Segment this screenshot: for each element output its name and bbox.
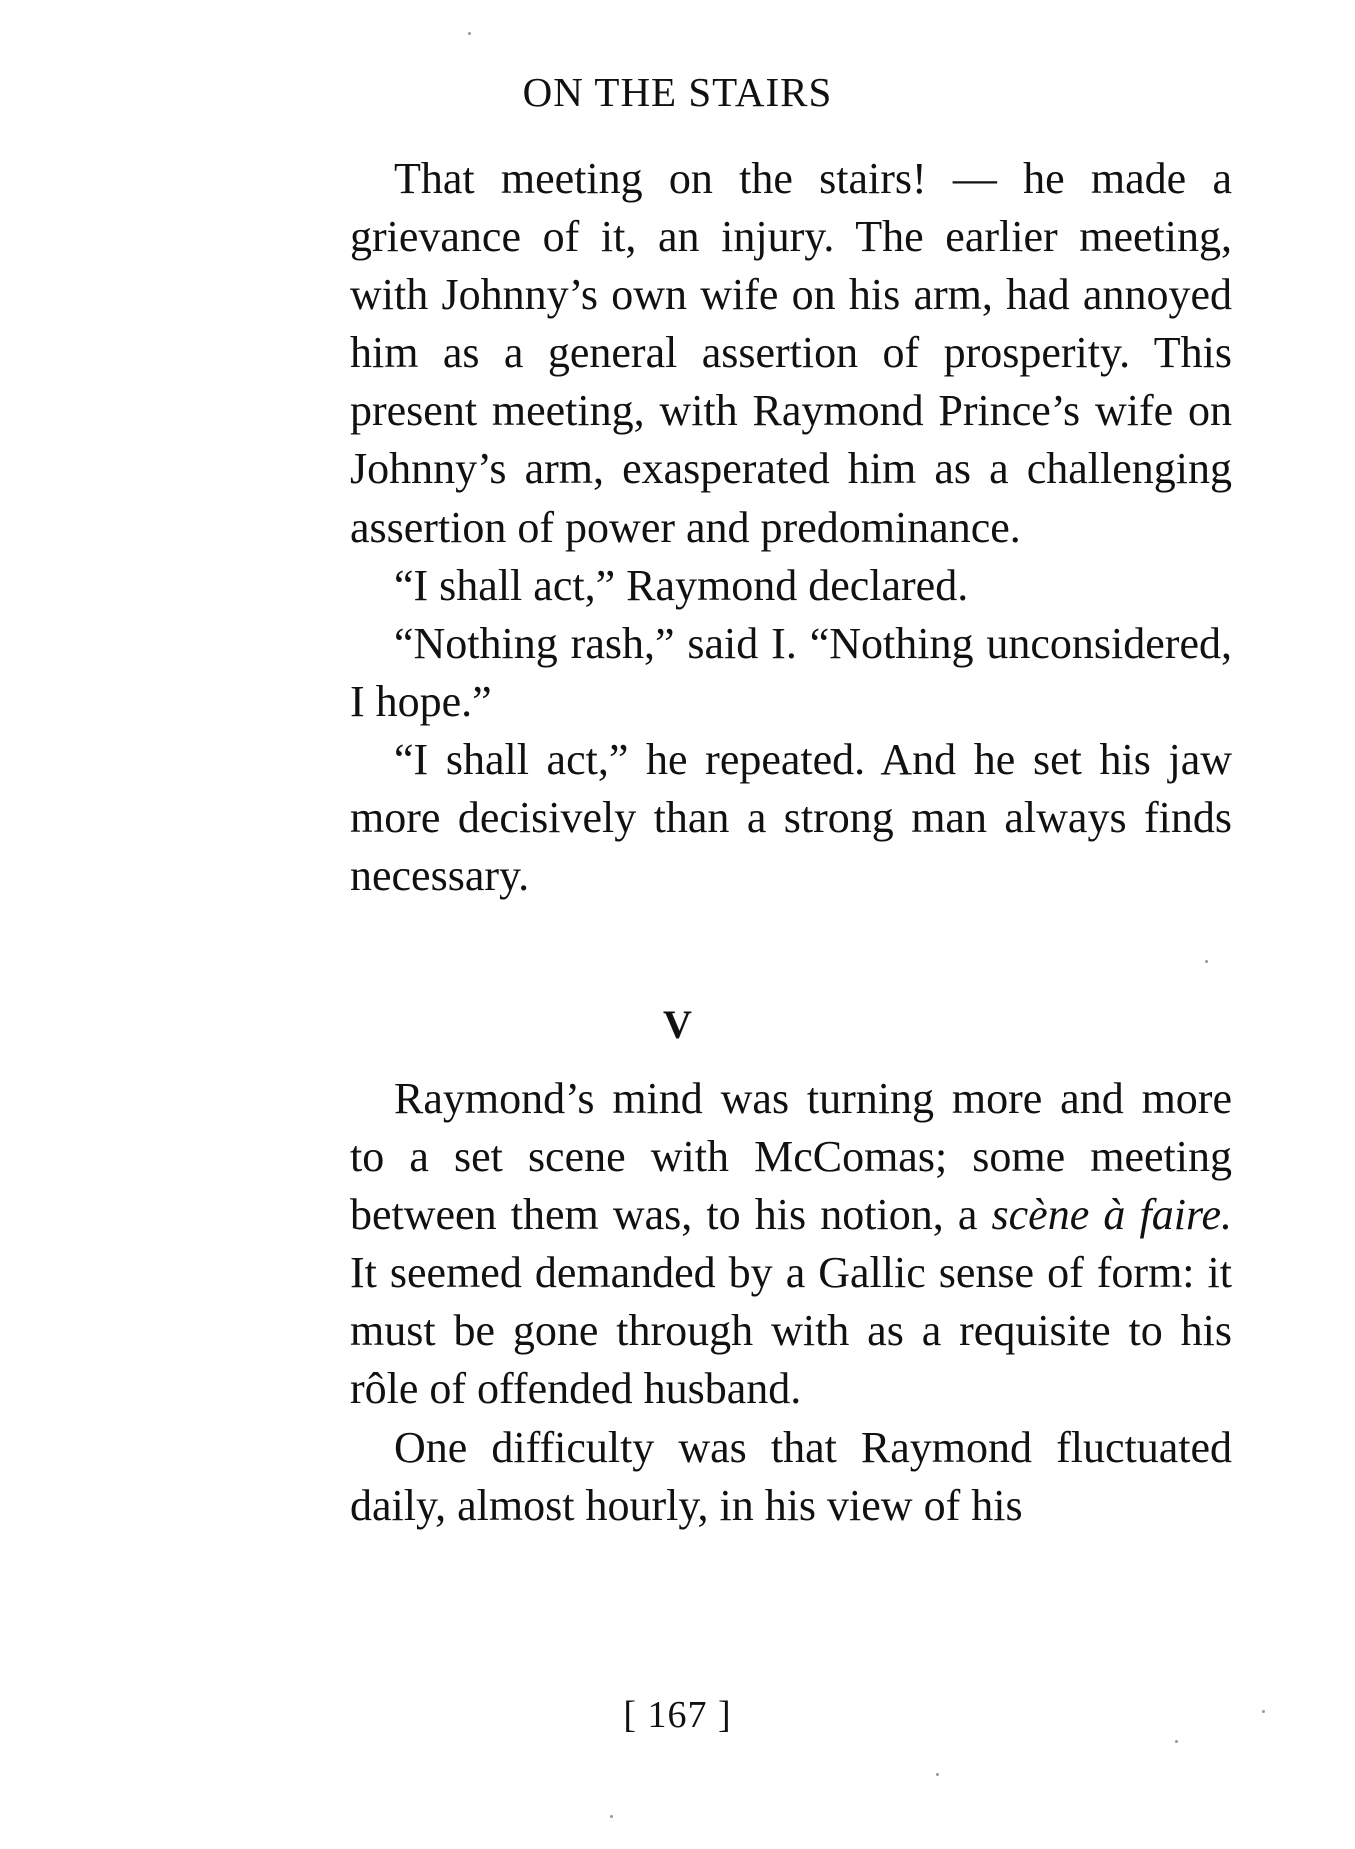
paragraph: “I shall act,” Raymond declared.	[394, 560, 969, 610]
paragraph-text: Raymond’s mind was turning more and more to a set scene with McComas; some meeting between them was, to his notion, a	[350, 1074, 1232, 1240]
scan-speck	[936, 1773, 939, 1776]
page-number: [ 167 ]	[623, 1694, 732, 1736]
scan-speck	[468, 32, 471, 35]
section-number: V	[663, 1002, 692, 1047]
paragraph: “Nothing rash,” said I. “Nothing unconsidered, I hope.”	[350, 618, 1232, 726]
paragraph	[350, 1070, 1232, 1419]
italic-phrase: scène à faire.	[991, 1190, 1232, 1240]
scan-speck	[1262, 1710, 1265, 1713]
paragraph: One difficulty was that Raymond fluctuated daily, almost hourly, in his view of his	[350, 1422, 1232, 1530]
paragraph: “I shall act,” he repeated. And he set his jaw more decisively than a strong man always finds necessary.	[350, 734, 1232, 901]
text-block-before-section	[350, 150, 1232, 905]
running-head: ON THE STAIRS	[522, 69, 833, 115]
paragraph-text: It seemed demanded by a Gallic sense of form: it must be gone through with as a requisite to his rôle of offended husband.	[350, 1248, 1232, 1414]
text-block-after-section	[350, 1070, 1232, 1535]
scan-speck	[610, 1815, 613, 1818]
paragraph: That meeting on the stairs! — he made a grievance of it, an injury. The earlier meeting, with Johnny’s own wife on his arm, had annoyed him as a general assertion of prosperity. This present meeting, with Raymond Prince’s wife on Johnny’s arm, exasperated him as a challenging assertion of power and predominance.	[350, 154, 1232, 552]
scan-speck	[1205, 960, 1208, 963]
scan-speck	[1175, 1740, 1178, 1743]
